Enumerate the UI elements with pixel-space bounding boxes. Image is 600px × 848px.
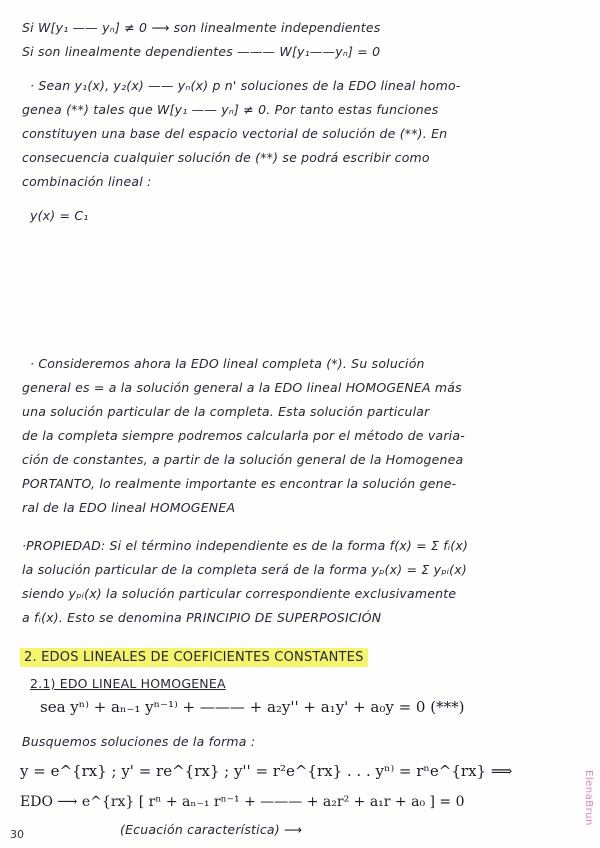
line-propiedad: ·PROPIEDAD: Si el término independiente es de la forma f(x) = Σ fᵢ(x) bbox=[22, 538, 469, 553]
line-sean-soluciones: · Sean y₁(x), y₂(x) —— yₙ(x) p n' soluciones de la EDO lineal homo- bbox=[30, 78, 461, 93]
line-solucion-particular: la solución particular de la completa será de la forma yₚ(x) = Σ yₚᵢ(x) bbox=[22, 562, 467, 577]
equation-edo-homogenea: sea yⁿ⁾ + aₙ₋₁ yⁿ⁻¹⁾ + ——— + a₂y'' + a₁y' + a₀y = 0 (***) bbox=[40, 698, 465, 716]
line-wronskian-independent: Si W[y₁ —— yₙ] ≠ 0 ⟶ son linealmente independientes bbox=[22, 20, 381, 35]
line-general: general es = a la solución general a la EDO lineal HOMOGENEA más bbox=[22, 380, 462, 395]
line-yx-c1: y(x) = C₁ bbox=[30, 208, 89, 223]
line-homogenea: ral de la EDO lineal HOMOGENEA bbox=[22, 500, 236, 515]
line-superposicion: a fᵢ(x). Esto se denomina PRINCIPIO DE SUPERPOSICIÓN bbox=[22, 610, 382, 625]
section-heading-highlight: 2. EDOS LINEALES DE COEFICIENTES CONSTANTES bbox=[20, 648, 368, 667]
author-watermark: ElenaBrun bbox=[583, 770, 594, 826]
line-de-la-completa: de la completa siempre podremos calcularla por el método de varia- bbox=[22, 428, 465, 443]
line-particular: una solución particular de la completa. Esta solución particular bbox=[22, 404, 430, 419]
line-variacion: ción de constantes, a partir de la solución general de la Homogenea bbox=[22, 452, 464, 467]
line-combinacion: combinación lineal : bbox=[22, 174, 152, 189]
equation-characteristic: EDO ⟶ e^{rx} [ rⁿ + aₙ₋₁ rⁿ⁻¹ + ——— + a₂r² + a₁r + a₀ ] = 0 bbox=[20, 794, 465, 810]
line-siendo: siendo yₚᵢ(x) la solución particular correspondiente exclusivamente bbox=[22, 586, 457, 601]
subsection-heading: 2.1) EDO LINEAL HOMOGENEA bbox=[30, 676, 226, 691]
section-heading bbox=[20, 650, 368, 666]
equation-derivatives: y = e^{rx} ; y' = re^{rx} ; y'' = r²e^{rx} . . . yⁿ⁾ = rⁿe^{rx} ⟹ bbox=[20, 762, 513, 780]
label-ecuacion-caracteristica: (Ecuación característica) ⟶ bbox=[120, 822, 303, 837]
line-consecuencia: consecuencia cualquier solución de (**) se podrá escribir como bbox=[22, 150, 430, 165]
line-genea: genea (**) tales que W[y₁ —— yₙ] ≠ 0. Por tanto estas funciones bbox=[22, 102, 439, 117]
page-number: 30 bbox=[10, 828, 24, 841]
line-portanto: PORTANTO, lo realmente importante es encontrar la solución gene- bbox=[22, 476, 457, 491]
line-constituyen: constituyen una base del espacio vectorial de solución de (**). En bbox=[22, 126, 448, 141]
line-wronskian-dependent: Si son linealmente dependientes ——— W[y₁——yₙ] = 0 bbox=[22, 44, 381, 59]
line-busquemos: Busquemos soluciones de la forma : bbox=[22, 734, 256, 749]
line-consideremos: · Consideremos ahora la EDO lineal completa (*). Su solución bbox=[30, 356, 425, 371]
